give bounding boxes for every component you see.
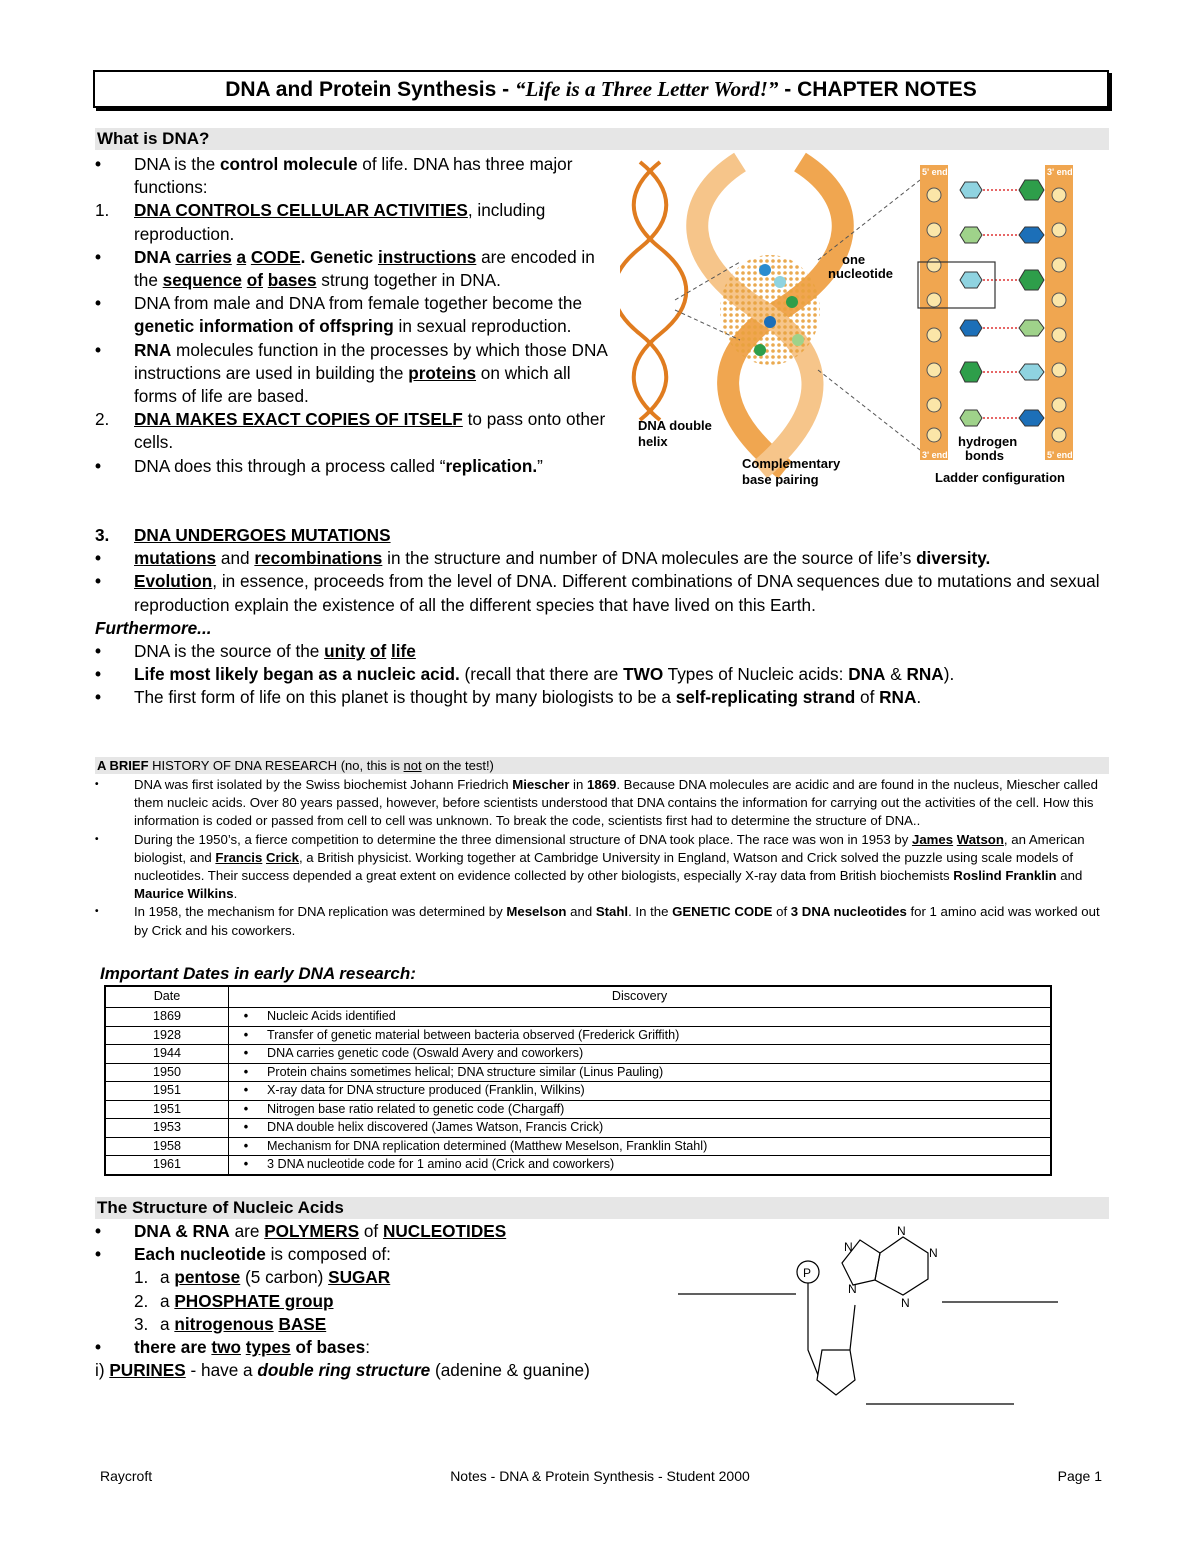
title-italic: “Life is a Three Letter Word!” (514, 77, 779, 101)
date-cell: 1869 (105, 1008, 229, 1027)
label-complementary: Complementary (742, 456, 841, 471)
bullet-carries-code: • DNA carries a CODE. Genetic instructions are encoded in the sequence of bases strung together in DNA. (95, 246, 595, 291)
table-row (105, 1082, 1051, 1101)
bullet-polymers: • DNA & RNA are POLYMERS of NUCLEOTIDES (95, 1221, 507, 1241)
discovery-cell: 3 DNA nucleotide code for 1 amino acid (Crick and coworkers) (263, 1156, 1051, 1175)
discovery-cell: X-ray data for DNA structure produced (Franklin, Wilkins) (263, 1082, 1051, 1101)
history-item-miescher: • DNA was first isolated by the Swiss biochemist Johann Friedrich Miescher in 1869. Because DNA molecules are acidic and are found in the nucleus, Miescher called them nucleic acids. Over 80 years passed, however, before scientists understood that DNA contains the information for carrying out the activities of the cell. How this information is coded or passed from cell to cell was unknown. To break the code, scientists first had to determine the structure of DNA.. (95, 777, 1098, 829)
svg-text:N: N (848, 1282, 857, 1296)
table-row (105, 1026, 1051, 1045)
svg-text:base pairing: base pairing (742, 472, 819, 487)
important-dates-heading: Important Dates in early DNA research: (100, 964, 416, 983)
footer-left: Raycroft (100, 1468, 153, 1484)
discovery-cell: Mechanism for DNA replication determined (Matthew Meselson, Franklin Stahl) (263, 1137, 1051, 1156)
svg-text:N: N (929, 1246, 938, 1260)
what-is-dna-left-column (95, 153, 610, 478)
date-cell: 1944 (105, 1045, 229, 1064)
phosphate-label: P (803, 1266, 812, 1280)
table-row (105, 1063, 1051, 1082)
base-icon (754, 344, 766, 356)
svg-text:N: N (901, 1296, 910, 1310)
history-item-meselson: • In 1958, the mechanism for DNA replication was determined by Meselson and Stahl. In the GENETIC CODE of 3 DNA nucleotides for 1 amino acid was worked out by Crick and his coworkers. (95, 904, 1100, 938)
section-heading-what-is-dna: What is DNA? (95, 128, 1109, 150)
table-row (105, 1100, 1051, 1119)
section-heading-structure: The Structure of Nucleic Acids (95, 1197, 1109, 1219)
table-row (105, 1008, 1051, 1027)
discovery-cell: Nucleic Acids identified (263, 1008, 1051, 1027)
svg-text:3' end: 3' end (1047, 167, 1073, 177)
dates-table (104, 985, 1052, 1176)
discovery-cell: Protein chains sometimes helical; DNA structure similar (Linus Pauling) (263, 1063, 1051, 1082)
table-row (105, 1137, 1051, 1156)
svg-text:N: N (897, 1224, 906, 1238)
numbered-3: 3. DNA UNDERGOES MUTATIONS (95, 525, 391, 545)
numbered-2: 2. DNA MAKES EXACT COPIES OF ITSELF to pass onto other cells. (95, 409, 606, 453)
structure-list (95, 1220, 605, 1382)
bullet-each-nucleotide: • Each nucleotide is composed of: (95, 1244, 391, 1265)
section-heading-history: A BRIEF HISTORY OF DNA RESEARCH (no, this is not on the test!) (95, 757, 1109, 774)
label-dna-double-helix: DNA double (638, 418, 712, 433)
bullet-nucleic-acid: • Life most likely began as a nucleic acid. (recall that there are TWO Types of Nucleic acids: DNA & RNA). (95, 664, 955, 685)
what-is-dna-full-width (95, 524, 1110, 710)
furthermore: Furthermore... (95, 617, 212, 638)
title-part2: - CHAPTER NOTES (778, 78, 977, 101)
table-row (105, 1119, 1051, 1138)
row-bullet: • (229, 1156, 264, 1175)
footer-center: Notes - DNA & Protein Synthesis - Student 2000 (450, 1468, 750, 1484)
svg-text:bonds: bonds (965, 448, 1004, 463)
discovery-cell: Transfer of genetic material between bacteria observed (Frederick Griffith) (263, 1026, 1051, 1045)
large-helix (697, 162, 843, 470)
bullet-mutations: • mutations and recombinations in the structure and number of DNA molecules are the source of life’s diversity. (95, 548, 991, 569)
bullet-control-molecule: • DNA is the control molecule of life. DNA has three major functions: (95, 154, 573, 198)
svg-text:helix: helix (638, 434, 668, 449)
header-discovery: Discovery (229, 986, 1052, 1008)
base-icon (759, 264, 771, 276)
ladder (918, 165, 1073, 460)
pentose-ring-icon (817, 1350, 855, 1395)
row-bullet: • (229, 1137, 264, 1156)
thin-helix (620, 162, 686, 420)
component-2: 2. a PHOSPHATE group (134, 1290, 334, 1311)
base-icon (792, 334, 804, 346)
svg-text:5' end: 5' end (1047, 450, 1073, 460)
svg-text:5' end: 5' end (922, 167, 948, 177)
label-ladder: Ladder configuration (935, 470, 1065, 485)
component-3: 3. a nitrogenous BASE (134, 1313, 327, 1334)
svg-text:nucleotide: nucleotide (828, 266, 894, 281)
base-icon (786, 296, 798, 308)
table-row (105, 1156, 1051, 1175)
numbered-1: 1. DNA CONTROLS CELLULAR ACTIVITIES, including reproduction. (95, 200, 546, 244)
table-row (105, 1045, 1051, 1064)
date-cell: 1928 (105, 1026, 229, 1045)
svg-text:N: N (844, 1240, 853, 1254)
footer-page: Page 1 (1057, 1468, 1102, 1484)
row-bullet: • (229, 1119, 264, 1138)
date-cell: 1953 (105, 1119, 229, 1138)
header-date: Date (105, 986, 229, 1008)
page-title (93, 70, 1109, 108)
date-cell: 1951 (105, 1082, 229, 1101)
base-icon (764, 316, 776, 328)
bullet-male-female: • DNA from male and DNA from female together become the genetic information of offspring in sexual reproduction. (95, 293, 583, 337)
row-bullet: • (229, 1100, 264, 1119)
title-part1: DNA and Protein Synthesis - (225, 78, 515, 101)
component-1: 1. a pentose (5 carbon) SUGAR (134, 1267, 391, 1288)
bullet-replication: • DNA does this through a process called “replication.” (95, 455, 543, 476)
row-bullet: • (229, 1026, 264, 1045)
history-list (95, 776, 1100, 940)
date-cell: 1951 (105, 1100, 229, 1119)
pyrimidine-ring-icon (875, 1237, 928, 1295)
label-hydrogen-bonds: hydrogen (958, 434, 1018, 449)
date-cell: 1961 (105, 1156, 229, 1175)
bullet-evolution: • Evolution, in essence, proceeds from the level of DNA. Different combinations of DNA sequences due to mutations and sexual reproduction explain the existence of all the different species that have lived on this Earth. (95, 571, 1100, 615)
bullet-first-life: • The first form of life on this planet is thought by many biologists to be a self-replicating strand of RNA. (95, 687, 922, 708)
nucleotide-figure (670, 1215, 1070, 1415)
svg-text:3' end: 3' end (922, 450, 948, 460)
row-bullet: • (229, 1063, 264, 1082)
date-cell: 1958 (105, 1137, 229, 1156)
bullet-two-types: • there are two types of bases: (95, 1337, 370, 1358)
label-one-nucleotide: one (842, 252, 866, 267)
base-icon (774, 276, 786, 288)
discovery-cell: DNA carries genetic code (Oswald Avery and coworkers) (263, 1045, 1051, 1064)
row-bullet: • (229, 1008, 264, 1027)
discovery-cell: DNA double helix discovered (James Watson, Francis Crick) (263, 1119, 1051, 1138)
purines: i) PURINES - have a double ring structure (adenine & guanine) (95, 1360, 590, 1381)
bullet-unity-of-life: • DNA is the source of the unity of life (95, 641, 416, 662)
row-bullet: • (229, 1045, 264, 1064)
dna-figure (620, 150, 1105, 495)
date-cell: 1950 (105, 1063, 229, 1082)
bullet-rna: • RNA molecules function in the processes by which those DNA instructions are used in building the proteins on which all forms of life are based. (95, 339, 607, 407)
history-item-watson-crick: • During the 1950’s, a fierce competition to determine the three dimensional structure of DNA took place. The race was won in 1953 by James Watson, an American biologist, and Francis Crick, a British physicist. Working together at Cambridge University in England, Watson and Crick solved the puzzle using scale models of nucleotides. Their success depended a great extent on evidence collected by other biologists, especially X-ray data from British biochemists Roslind Franklin and Maurice Wilkins. (95, 831, 1085, 902)
discovery-cell: Nitrogen base ratio related to genetic code (Chargaff) (263, 1100, 1051, 1119)
row-bullet: • (229, 1082, 264, 1101)
